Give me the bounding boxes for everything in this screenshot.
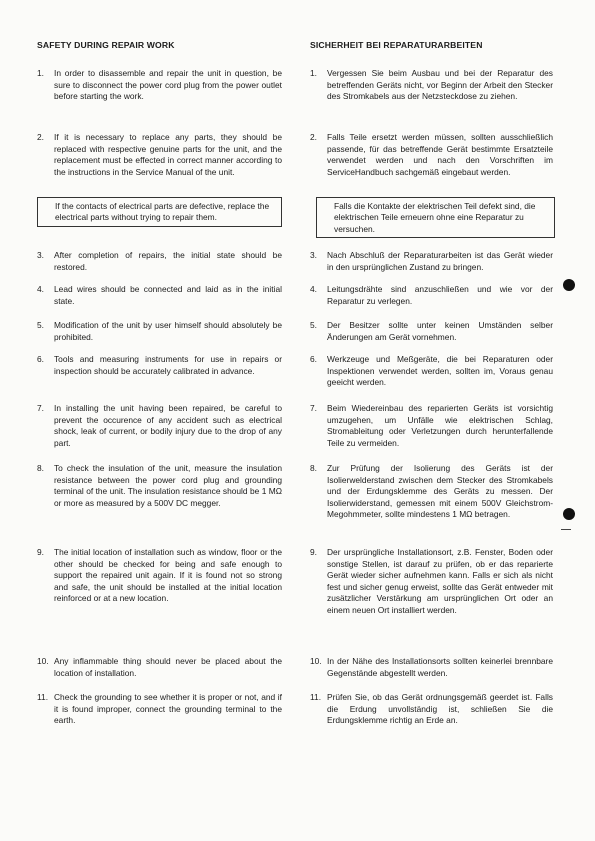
list-item: [310, 547, 553, 617]
item-number: 10.: [37, 656, 49, 666]
item-number: 7.: [310, 403, 317, 413]
item-number: 10.: [310, 656, 322, 666]
item-number: 11.: [37, 692, 49, 702]
list-item: [37, 284, 282, 307]
list-item: [37, 68, 282, 103]
item-text: The initial location of installation such as window, floor or the other should be checked for being and safe enough to support the repaired unit again. If it is found not so strong and safe, the unit should be installed at the initial location reinforced or at a new location.: [54, 547, 282, 604]
list-item: [37, 692, 282, 727]
list-item: [37, 656, 282, 679]
item-number: 1.: [310, 68, 317, 78]
item-number: 9.: [37, 547, 44, 557]
item-text: Tools and measuring instruments for use in repairs or inspection should be accurately calibrated in advance.: [54, 354, 282, 376]
item-number: 8.: [310, 463, 317, 473]
item-text: In der Nähe des Installationsorts sollten keinerlei brennbare Gegenstände abgestellt werden.: [327, 656, 553, 678]
item-number: 3.: [37, 250, 44, 260]
item-text: Falls Teile ersetzt werden müssen, sollten ausschließlich passende, für das betreffende Gerät bestimmte Ersatzteile verwendet werden und nach den Vorschriften im ServiceHandbuch sachgemäß eingebaut werden.: [327, 132, 553, 177]
list-item: [37, 547, 282, 605]
list-item: [37, 250, 282, 273]
item-text: Werkzeuge und Meßgeräte, die bei Reparaturen oder Inspektionen verwendet werden, sollten im, Voraus genau geeicht werden.: [327, 354, 553, 388]
item-text: Leitungsdrähte sind anzuschließen und wie vor der Reparatur zu verlegen.: [327, 284, 553, 306]
item-text: If it is necessary to replace any parts, they should be replaced with respective genuine parts for the unit, and the replacement must be effected in correct manner according to the instructions in the Service Manual of the unit.: [54, 132, 282, 177]
list-item: [37, 320, 282, 343]
list-item: [310, 132, 553, 178]
item-number: 6.: [37, 354, 44, 364]
item-text: Modification of the unit by user himself should absolutely be prohibited.: [54, 320, 282, 342]
list-item: [310, 463, 553, 521]
item-number: 7.: [37, 403, 44, 413]
item-text: Vergessen Sie beim Ausbau und bei der Reparatur des betreffenden Geräts nicht, vor Beginn der Arbeit den Stecker des Stromkabels aus der Netzsteckdose zu ziehen.: [327, 68, 553, 102]
item-text: Zur Prüfung der Isolierung des Geräts ist der Isolierwelderstand zwischen dem Stecker des Stromkabels und der Erdungsklemme des Geräts zu messen. Der Isolierwiderstand, gemessen mit einem 500V Gleichstrom-Megohmmeter, sollte mindestens 1 MΩ betragen.: [327, 463, 553, 520]
item-number: 3.: [310, 250, 317, 260]
list-item: [310, 354, 553, 389]
item-number: 8.: [37, 463, 44, 473]
item-number: 5.: [310, 320, 317, 330]
list-item: [37, 403, 282, 449]
german-column: [310, 40, 553, 726]
item-text: Beim Wiedereinbau des reparierten Geräts ist vorsichtig umzugehen, um Unfälle wie elektrischen Schlag, Stromableitung oder Verletzungen durch herunterfallende Teile zu vermeiden.: [327, 403, 553, 448]
list-item: [310, 250, 553, 273]
list-item: [310, 692, 553, 727]
binder-hole-mark: [563, 508, 575, 520]
item-number: 1.: [37, 68, 44, 78]
item-text: Check the grounding to see whether it is proper or not, and if it is found improper, connect the grounding terminal to the earth.: [54, 692, 282, 726]
list-item: [310, 656, 553, 679]
item-number: 5.: [37, 320, 44, 330]
item-number: 4.: [37, 284, 44, 294]
binder-hole-mark: [563, 279, 575, 291]
item-number: 6.: [310, 354, 317, 364]
item-text: Nach Abschluß der Reparaturarbeiten ist das Gerät wieder in den ursprünglichen Zustand zu bringen.: [327, 250, 553, 272]
english-heading: SAFETY DURING REPAIR WORK: [37, 40, 175, 50]
item-text: After completion of repairs, the initial state should be restored.: [54, 250, 282, 272]
item-text: In installing the unit having been repaired, be careful to prevent the occurence of any accident such as electrical shock, leak of current, or bodily injury due to the drop of any part.: [54, 403, 282, 448]
list-item: [37, 354, 282, 377]
list-item: [37, 463, 282, 509]
item-number: 2.: [37, 132, 44, 142]
list-item: [310, 284, 553, 307]
item-text: To check the insulation of the unit, measure the insulation resistance between the power cord plug and grounding terminal of the unit. The insulation resistance should be 1 MΩ or more as measured by a 500V DC megger.: [54, 463, 282, 508]
item-text: Der ursprüngliche Installationsort, z.B. Fenster, Boden oder sonstige Stellen, ist darauf zu prüfen, ob er das reparierte Gerät wieder sicher aufnehmen kann. Falls er sich als nicht fest und sicher genug erweist, sollte das Gerät entweder mit zusätzlicher Verstärkung am ursprünglichen Ort oder an einem neuen Ort installiert werden.: [327, 547, 553, 615]
item-text: In order to disassemble and repair the unit in question, be sure to disconnect the power cord plug from the power outlet before starting the work.: [54, 68, 282, 102]
item-number: 2.: [310, 132, 317, 142]
warning-notice-box: If the contacts of electrical parts are defective, replace the electrical parts without trying to repair them.: [37, 197, 282, 227]
warning-notice-box: Falls die Kontakte der elektrischen Teil defekt sind, die elektrischen Teile erneuern ohne eine Reparatur zu versuchen.: [316, 197, 555, 238]
english-column: [37, 40, 282, 726]
item-text: Any inflammable thing should never be placed about the location of installation.: [54, 656, 282, 678]
item-number: 4.: [310, 284, 317, 294]
item-text: Der Besitzer sollte unter keinen Umständen selber Änderungen am Gerät vornehmen.: [327, 320, 553, 342]
list-item: [310, 403, 553, 449]
list-item: [310, 320, 553, 343]
item-number: 11.: [310, 692, 322, 702]
german-heading: SICHERHEIT BEI REPARATURARBEITEN: [310, 40, 483, 50]
list-item: [37, 132, 282, 178]
margin-mark: [561, 529, 571, 530]
item-number: 9.: [310, 547, 317, 557]
item-text: Prüfen Sie, ob das Gerät ordnungsgemäß geerdet ist. Falls die Erdung unvollständig ist, schließen Sie die Erdungsklemme richtig an Erde an.: [327, 692, 553, 726]
item-text: Lead wires should be connected and laid as in the initial state.: [54, 284, 282, 306]
list-item: [310, 68, 553, 103]
